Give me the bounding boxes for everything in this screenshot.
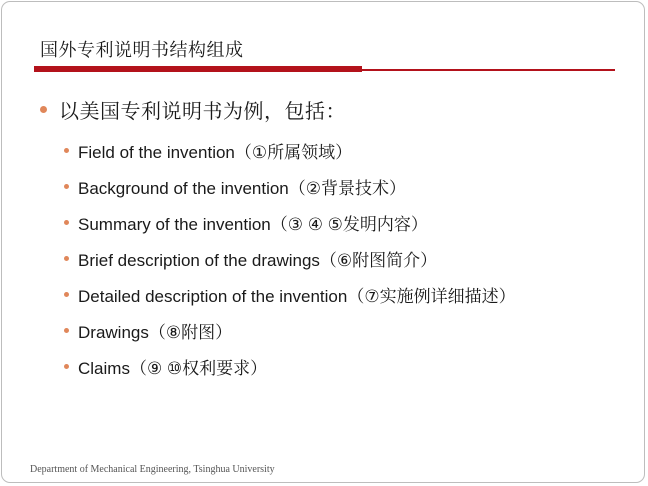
main-bullet-point: [40, 95, 346, 124]
section-list: [64, 132, 516, 384]
bullet-dot-icon: [64, 184, 69, 189]
main-bullet-text: 以美国专利说明书为例，包括：: [59, 99, 346, 123]
bullet-dot-icon: [64, 364, 69, 369]
bullet-dot-icon: [40, 106, 47, 113]
bullet-dot-icon: [64, 148, 69, 153]
list-item: [64, 132, 516, 168]
list-item: [64, 276, 516, 312]
list-item-text: Drawings（⑧附图）: [78, 322, 233, 342]
list-item: [64, 312, 516, 348]
slide-title: 国外专利说明书结构组成: [40, 40, 244, 61]
list-item-text: Detailed description of the invention（⑦实施例详细描述）: [78, 286, 516, 306]
title-underline-rule: [34, 69, 615, 71]
list-item-text: Brief description of the drawings（⑥附图简介）: [78, 250, 438, 270]
list-item: [64, 204, 516, 240]
bullet-dot-icon: [64, 292, 69, 297]
bullet-dot-icon: [64, 256, 69, 261]
list-item-text: Summary of the invention（③ ④ ⑤发明内容）: [78, 214, 428, 234]
list-item-text: Claims（⑨ ⑩权利要求）: [78, 358, 268, 378]
list-item: [64, 168, 516, 204]
footer-department: Department of Mechanical Engineering, Tsinghua University: [30, 464, 275, 475]
bullet-dot-icon: [64, 220, 69, 225]
list-item: [64, 240, 516, 276]
bullet-dot-icon: [64, 328, 69, 333]
list-item-text: Field of the invention（①所属领域）: [78, 142, 353, 162]
list-item: [64, 348, 516, 384]
list-item-text: Background of the invention（②背景技术）: [78, 178, 406, 198]
